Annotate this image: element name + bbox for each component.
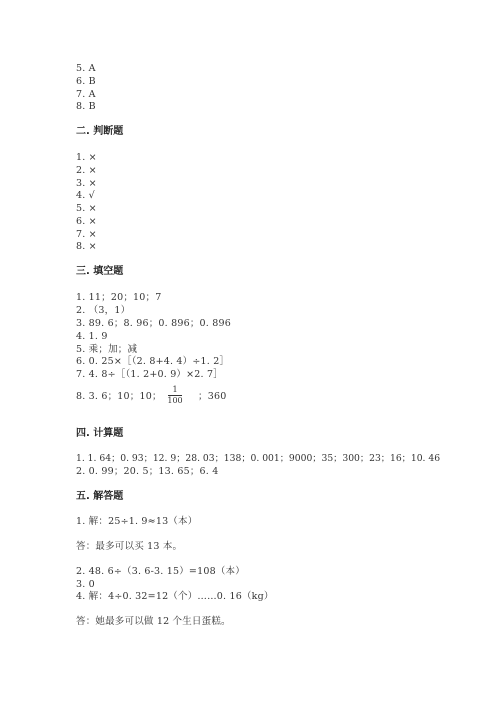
word-problem-1-answer: 答：最多可以买 13 本。 xyxy=(76,541,183,552)
judgment-answer-1: 1. × xyxy=(76,152,97,163)
section-heading-word-problems: 五. 解答题 xyxy=(76,491,124,502)
fill-answer-6: 6. 0. 25×［（2. 8+4. 4）÷1. 2］ xyxy=(76,356,230,367)
judgment-answer-7: 7. × xyxy=(76,229,97,240)
judgment-answer-4: 4. √ xyxy=(76,190,95,201)
judgment-answer-2: 2. × xyxy=(76,165,97,176)
choice-answer-6: 6. B xyxy=(76,76,96,87)
fill-answer-4: 4. 1. 9 xyxy=(76,331,108,342)
calc-answer-2: 2. 0. 99；20. 5；13. 65；6. 4 xyxy=(76,466,219,477)
word-problem-2-solution: 2. 48. 6÷（3. 6-3. 15）=108（本） xyxy=(76,566,245,577)
choice-answer-5: 5. A xyxy=(76,63,96,74)
word-problem-3-answer: 3. 0 xyxy=(76,579,95,590)
word-problem-4-solution: 4. 解：4÷0. 32=12（个）……0. 16（kg） xyxy=(76,591,274,602)
fill-answer-2: 2. （3，1） xyxy=(76,305,131,316)
section-heading-calculation: 四. 计算题 xyxy=(76,428,124,439)
choice-answer-7: 7. A xyxy=(76,89,96,100)
judgment-answer-3: 3. × xyxy=(76,178,97,189)
word-problem-4-answer: 答：她最多可以做 12 个生日蛋糕。 xyxy=(76,616,231,627)
fraction-one-hundredth xyxy=(167,385,183,406)
section-heading-judgment: 二. 判断题 xyxy=(76,126,124,137)
fill-answer-5: 5. 乘；加；减 xyxy=(76,344,138,355)
calc-answer-1: 1. 1. 64；0. 93；12. 9；28. 03；138；0. 001；9000；35；300；23；16；10. 46 xyxy=(76,453,441,464)
judgment-answer-6: 6. × xyxy=(76,216,97,227)
judgment-answer-8: 8. × xyxy=(76,241,97,252)
word-problem-1-solution: 1. 解：25÷1. 9≈13（本） xyxy=(76,516,198,527)
fill-answer-7: 7. 4. 8÷［（1. 2+0. 9）×2. 7］ xyxy=(76,369,223,380)
fraction-denominator: 100 xyxy=(167,396,183,405)
fill-answer-1: 1. 11；20；10；7 xyxy=(76,292,162,303)
judgment-answer-5: 5. × xyxy=(76,203,97,214)
fraction-numerator: 1 xyxy=(172,385,178,394)
choice-answer-8: 8. B xyxy=(76,101,96,112)
section-heading-fill-blank: 三. 填空题 xyxy=(76,266,124,277)
fill-answer-3: 3. 89. 6；8. 96；0. 896；0. 896 xyxy=(76,318,231,329)
fill-answer-8-prefix: 8. 3. 6；10；10； xyxy=(76,391,162,402)
fill-answer-8-suffix: ；360 xyxy=(198,391,227,402)
